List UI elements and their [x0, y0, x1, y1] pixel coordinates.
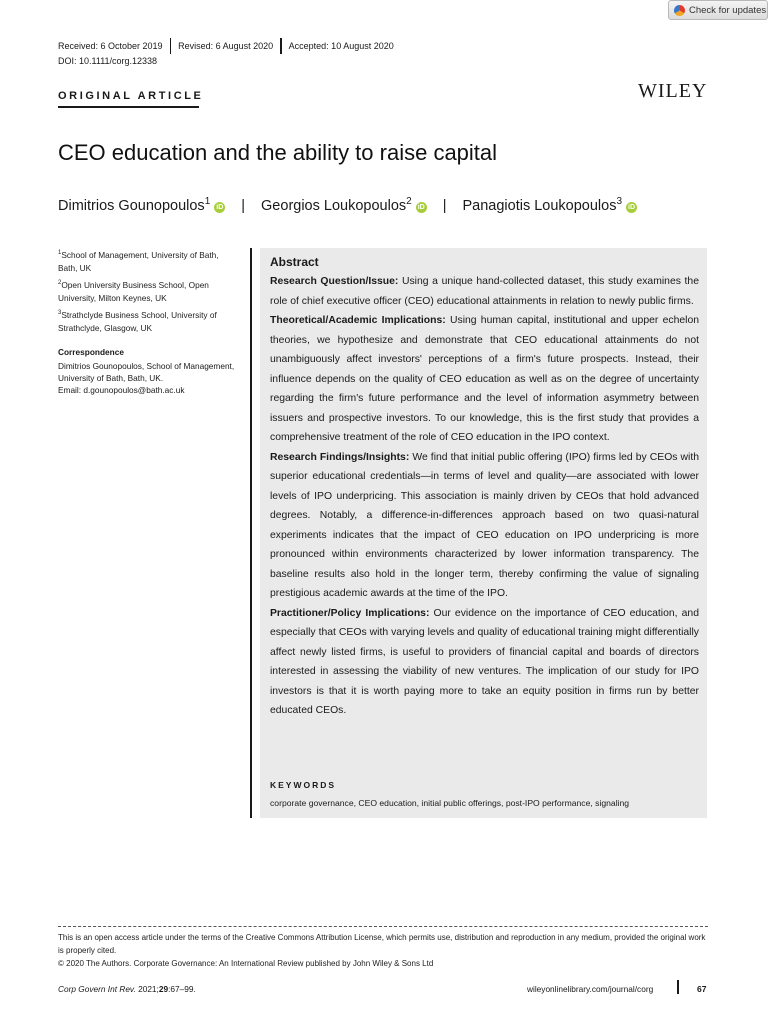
- correspondence-address: Dimitrios Gounopoulos, School of Management, University of Bath, Bath, UK.: [58, 361, 235, 383]
- journal-url[interactable]: wileyonlinelibrary.com/journal/corg: [527, 984, 654, 994]
- author-3[interactable]: [462, 196, 637, 214]
- affiliation-2: [58, 277, 238, 306]
- orcid-icon[interactable]: iD: [417, 203, 425, 211]
- abstract-sidebar-rule: [250, 248, 252, 818]
- affiliation-text: Strathclyde Business School, University of Strathclyde, Glasgow, UK: [58, 309, 217, 334]
- date-divider: [170, 38, 172, 54]
- author-separator: |: [241, 197, 246, 214]
- author-1[interactable]: [58, 196, 225, 214]
- affiliation-marker: 2: [58, 280, 62, 286]
- author-separator: |: [442, 197, 447, 214]
- abstract-section-practice: [270, 604, 699, 721]
- license-text: This is an open access article under the terms of the Creative Commons Attribution License, which permits use, distribution and reproduction in any medium, provided the original work is properly cited.: [58, 933, 706, 955]
- abstract-body: [270, 253, 699, 721]
- affiliation-1: [58, 247, 238, 276]
- section-underline: [58, 106, 199, 108]
- page-number: 67: [697, 984, 707, 994]
- citation-volume: 29: [158, 984, 169, 994]
- abstract-section-label: Research Question/Issue:: [270, 276, 399, 287]
- author-affiliation-marker: 1: [204, 196, 211, 207]
- check-for-updates-button[interactable]: [668, 0, 768, 20]
- accepted-date: Accepted: 10 August 2020: [288, 41, 394, 51]
- correspondence-details: [58, 360, 243, 396]
- abstract-section-label: Theoretical/Academic Implications:: [270, 315, 446, 326]
- article-title: CEO education and the ability to raise capital: [58, 140, 498, 165]
- publisher-logo: WILEY: [638, 80, 708, 102]
- abstract-section-text: Using a unique hand-collected dataset, this study examines the role of chief executive officer (CEO) educational attainments in relation to newly public firms.: [270, 276, 699, 307]
- received-date: Received: 6 October 2019: [58, 41, 163, 51]
- check-for-updates-label: Check for updates: [689, 4, 767, 16]
- journal-citation: [58, 984, 196, 994]
- author-affiliation-marker: 2: [406, 196, 412, 207]
- keywords-list: corporate governance, CEO education, initial public offerings, post-IPO performance, signaling: [270, 798, 630, 808]
- copyright-text: © 2020 The Authors. Corporate Governance: An International Review published by John Wiley & Sons Ltd: [58, 959, 434, 968]
- citation-pages: :67–99.: [168, 984, 196, 994]
- orcid-icon[interactable]: iD: [216, 203, 224, 211]
- author-affiliation-marker: 3: [616, 196, 623, 207]
- author-list: [58, 196, 637, 214]
- section-label: ORIGINAL ARTICLE: [58, 90, 204, 102]
- author-2[interactable]: [261, 196, 427, 214]
- author-name: Georgios Loukopoulos: [261, 197, 407, 214]
- affiliation-3: [58, 307, 238, 336]
- correspondence-heading: Correspondence: [58, 347, 124, 357]
- keywords-heading: KEYWORDS: [270, 780, 337, 790]
- orcid-icon[interactable]: iD: [628, 203, 636, 211]
- abstract-section-label: Practitioner/Policy Implications:: [270, 607, 430, 619]
- article-dates: [58, 38, 394, 54]
- author-name: Panagiotis Loukopoulos: [462, 197, 617, 214]
- journal-name: Corp Govern Int Rev.: [58, 984, 136, 994]
- doi[interactable]: DOI: 10.1111/corg.12338: [58, 56, 158, 66]
- affiliation-text: Open University Business School, Open University, Milton Keynes, UK: [58, 279, 209, 304]
- affiliation-marker: 3: [58, 310, 62, 316]
- page-number-divider: [677, 980, 679, 994]
- author-name: Dimitrios Gounopoulos: [58, 197, 205, 214]
- affiliation-text: School of Management, University of Bath, Bath, UK: [58, 249, 219, 274]
- date-divider: [280, 38, 282, 54]
- abstract-heading: Abstract: [270, 255, 319, 269]
- correspondence-email[interactable]: Email: d.gounopoulos@bath.ac.uk: [58, 385, 185, 395]
- revised-date: Revised: 6 August 2020: [178, 41, 274, 51]
- abstract-section-label: Research Findings/Insights:: [270, 451, 410, 463]
- license-notice: [58, 931, 708, 970]
- abstract-section-findings: [270, 448, 699, 604]
- abstract-section-theory: [270, 311, 699, 448]
- abstract-section-text: We find that initial public offering (IPO) firms led by CEOs with superior educational credentials—in terms of level and quality—are associated with lower levels of IPO underpricing. This association is mainly driven by CEOs that hold advanced degrees. Notably, a difference-in-differences approach based on two quasi-natural experiments indicates that the impact of CEO education on IPO underpricing is more pronounced within environments characterized by lower information transparency. The baseline results also hold in the longer term, thereby confirming the value of signaling prestigious academic awards at the time of the IPO.: [270, 451, 699, 599]
- abstract-section-text: Using human capital, institutional and upper echelon theories, we hypothesize and demonstrate that CEO educational attainments do not unambiguously affect investors' perceptions of a firm's future prospects. Instead, their influence depends on the quality of CEO education as well as on the degree of uncertainty regarding the firm's future performance and the level of information asymmetry between issuers and prospective investors. To our knowledge, this is the first study that provides a comprehensive treatment of the role of CEO education in the IPO context.: [270, 315, 699, 443]
- citation-year: 2021;: [135, 984, 159, 994]
- footer-divider: [58, 926, 708, 927]
- abstract-section-question: [270, 272, 699, 311]
- crossmark-icon: [674, 5, 685, 16]
- affiliation-marker: 1: [58, 250, 62, 256]
- abstract-section-text: Our evidence on the importance of CEO education, and especially that CEOs with varying levels and quality of educational training might differentially affect newly listed firms, is useful to providers of financial capital and boards of directors interested in assessing the viability of new ventures. The implication of our study for IPO investors is that it is worth paying more to take an equity position in firms run by better educated CEOs.: [270, 607, 699, 716]
